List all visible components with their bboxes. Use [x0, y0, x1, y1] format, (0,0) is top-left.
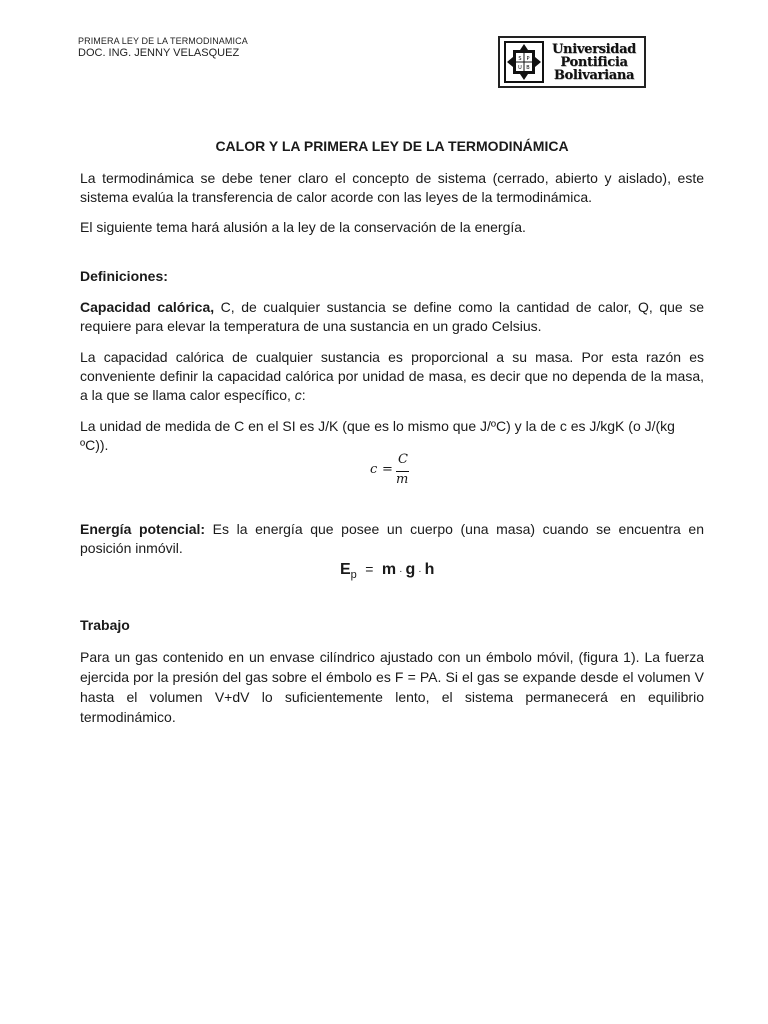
logo-wordmark [548, 43, 640, 82]
potential-energy-text: Es la energía que posee un cuerpo (una masa) cuando se encuentra en posición inmóvil. [80, 521, 705, 556]
formula-ep-equals: = [365, 561, 374, 577]
work-heading: Trabajo [80, 617, 130, 633]
formula-ep-dot-1: · [399, 566, 403, 577]
document-title: CALOR Y LA PRIMERA LEY DE LA TERMODINÁMICA [215, 138, 569, 154]
units-paragraph: La unidad de medida de C en el SI es J/K (que es lo mismo que J/ºC) y la de c es J/kgK (o J/(kg ºC)). [80, 418, 675, 453]
document-body [80, 137, 704, 727]
formula-c-equals: = [382, 462, 393, 477]
page-header [78, 36, 248, 61]
seal-letter-3: U [518, 65, 522, 71]
logo-word-3: Bolivariana [553, 67, 635, 83]
university-logo [498, 36, 646, 88]
formula-c-lhs: c [370, 462, 378, 477]
definitions-heading: Definiciones: [80, 268, 168, 284]
university-seal-icon [504, 41, 544, 83]
formula-ep-subscript: p [350, 569, 357, 581]
intro-paragraph-1: La termodinámica se debe tener claro el concepto de sistema (cerrado, abierto y aislado), este sistema evalúa la transferencia de calor acorde con las leyes de la termodinámica. [80, 170, 704, 205]
header-course-title: PRIMERA LEY DE LA TERMODINAMICA [78, 36, 248, 46]
formula-ep-dot-2: · [418, 566, 422, 577]
formula-c-numerator: C [398, 452, 408, 467]
header-author: DOC. ING. JENNY VELASQUEZ [78, 47, 240, 60]
specific-heat-paragraph [80, 348, 704, 405]
logo-word-2: Pontificia [560, 54, 628, 70]
formula-c-denominator: m [396, 472, 409, 487]
seal-letter-2: P [526, 56, 530, 62]
formula-ep-h: h [424, 561, 435, 578]
heat-capacity-text: C, de cualquier sustancia se define como la cantidad de calor, Q, que se requiere para elevar la temperatura de una sustancia en un grado Celsius. [80, 299, 704, 334]
intro-paragraph-2: El siguiente tema hará alusión a la ley de la conservación de la energía. [80, 219, 526, 235]
seal-letter-1: S [518, 56, 522, 62]
potential-energy-paragraph [80, 520, 704, 558]
potential-energy-term: Energía potencial: [80, 521, 206, 537]
formula-ep-e: E [340, 561, 351, 578]
work-paragraph: Para un gas contenido en un envase cilíndrico ajustado con un émbolo móvil, (figura 1). La fuerza ejercida por la presión del gas sobre el émbolo es F = PA. Si el gas se expande desde el volumen V hasta el volumen V+dV lo suficientemente lento, el sistema permanecerá en equilibrio termodinámico. [80, 649, 704, 725]
specific-heat-text: La capacidad calórica de cualquier sustancia es proporcional a su masa. Por esta razón es conveniente definir la capacidad calórica por unidad de masa, es decir que no dependa de la masa, a la que se llama calor específico, [80, 349, 704, 403]
heat-capacity-paragraph [80, 298, 704, 336]
logo-word-1: Universidad [552, 41, 636, 57]
heat-capacity-term: Capacidad calórica, [80, 299, 215, 315]
specific-heat-colon: : [301, 387, 306, 403]
specific-heat-variable: c [294, 387, 302, 403]
specific-heat-formula [370, 452, 412, 490]
formula-ep-g: g [405, 561, 416, 578]
seal-letter-4: B [526, 65, 530, 71]
potential-energy-formula [340, 561, 434, 581]
formula-ep-m: m [381, 561, 397, 578]
